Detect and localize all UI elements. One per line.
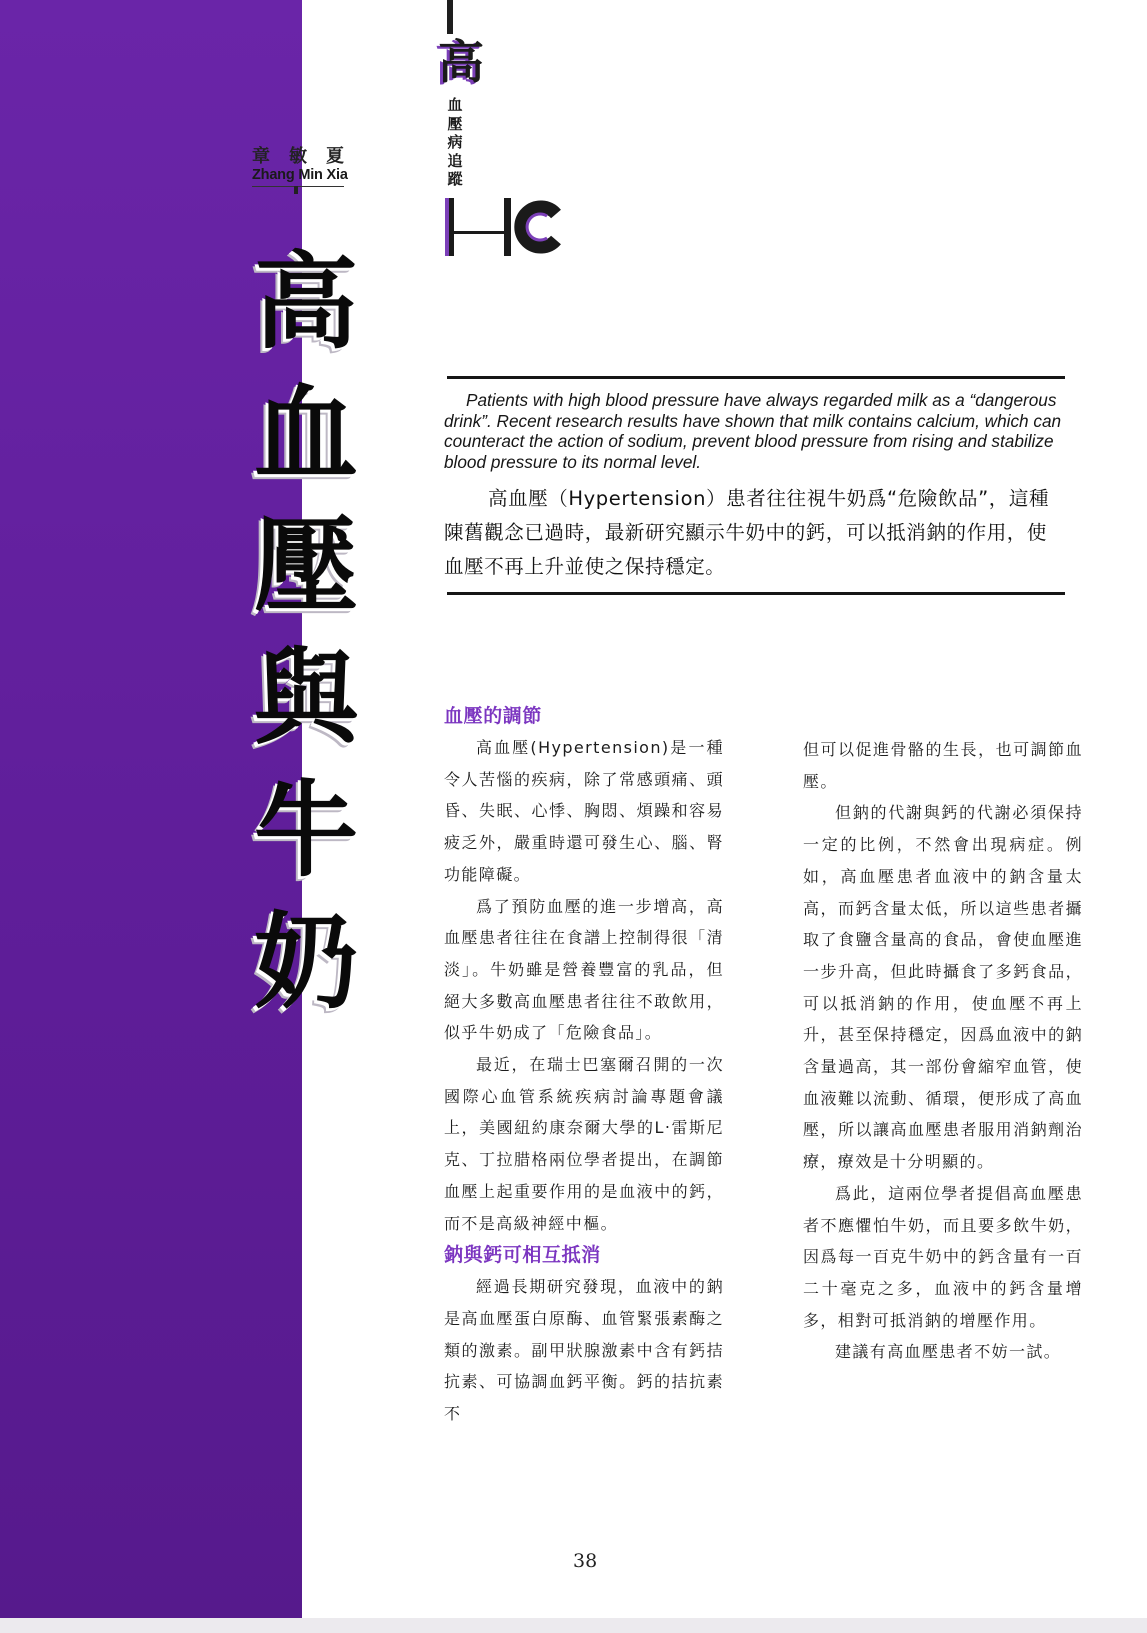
abstract-bottom-rule (447, 592, 1065, 595)
abstract-chinese: 高血壓（Hypertension）患者往往視牛奶爲“危險飲品”，這種陳舊觀念已過時，最新研究顯示牛奶中的鈣，可以抵消鈉的作用，使血壓不再上升並使之保持穩定。 (444, 487, 1050, 578)
paragraph: 但鈉的代謝與鈣的代謝必須保持一定的比例，不然會出現病症。例如，高血壓患者血液中的鈉含量太高，而鈣含量太低，所以這些患者攝取了食鹽含量高的食品，會使血壓進一步升高，但此時攝食了多鈣食品，可以抵消鈉的作用，使血壓不再上升，甚至保持穩定，因爲血液中的鈉含量過高，其一部份會縮窄血管，使血液難以流動、循環，便形成了高血壓，所以讓高血壓患者服用消鈉劑治療，療效是十分明顯的。 (803, 803, 1083, 1172)
author-char: 章 (252, 146, 270, 167)
paragraph: 高血壓(Hypertension)是一種令人苦惱的疾病，除了常感頭痛、頭昏、失眠、心悸、胸悶、煩躁和容易疲乏外，嚴重時還可發生心、腦、腎功能障礙。 (444, 738, 724, 884)
title-char: 高 (253, 241, 358, 363)
title-char: 與 (253, 637, 358, 759)
page-number: 38 (573, 1550, 598, 1572)
author-divider-tick (294, 186, 298, 194)
title-char: 牛 (253, 769, 358, 891)
author-char: 敏 (289, 146, 307, 167)
article-left-column (444, 700, 724, 1430)
paragraph: 建議有高血壓患者不妨一試。 (835, 1342, 1062, 1362)
paragraph: 最近，在瑞士巴塞爾召開的一次國際心血管系統疾病討論專題會議上，美國紐約康奈爾大學的L‧雷斯尼克、丁拉腊格兩位學者提出，在調節血壓上起重要作用的是血液中的鈣，而不是高級神經中樞。 (444, 1055, 724, 1233)
author-name-cn (252, 142, 344, 168)
section-heading: 鈉與鈣可相互抵消 (444, 1244, 601, 1267)
section-heading: 血壓的調節 (444, 705, 543, 727)
column-header-bar (447, 0, 453, 34)
abstract-english: Patients with high blood pressure have always regarded milk as a “dangerous drink”. Recent research results have shown that milk contains calcium, which can counteract the action of sodium, prevent blood pressure from rising and stabilize blood pressure to its normal level. (444, 390, 1062, 472)
page-bottom-edge (0, 1618, 1147, 1633)
paragraph: 爲了預防血壓的進一步增高，高血壓患者往往在食譜上控制得很「清淡」。牛奶雖是營養豐富的乳品，但絕大多數高血壓患者往往不敢飲用，似乎牛奶成了「危險食品」。 (444, 896, 724, 1043)
column-subtitle: 血壓病追蹤 (447, 96, 463, 188)
paragraph: 爲此，這兩位學者提倡高血壓患者不應懼怕牛奶，而且要多飲牛奶，因爲每一百克牛奶中的鈣含量有一百二十毫克之多，血液中的鈣含量增多，相對可抵消鈉的增壓作用。 (803, 1183, 1083, 1330)
abstract-top-rule (447, 376, 1065, 379)
paragraph: 但可以促進骨骼的生長，也可調節血壓。 (803, 740, 1083, 791)
title-char: 奶 (253, 901, 358, 1023)
article-title (246, 241, 366, 1038)
author-char: 夏 (326, 146, 344, 167)
hc-logo-icon (444, 196, 562, 260)
article-right-column (803, 734, 1083, 1368)
title-char: 壓 (253, 505, 358, 627)
column-big-char: 高 (438, 35, 484, 89)
title-char: 血 (253, 373, 358, 495)
author-divider (252, 186, 344, 187)
paragraph: 經過長期研究發現，血液中的鈉是高血壓蛋白原酶、血管緊張素酶之類的激素。副甲狀腺激素中含有鈣拮抗素、可協調血鈣平衡。鈣的拮抗素不 (444, 1277, 724, 1424)
author-name-en: Zhang Min Xia (252, 167, 348, 183)
